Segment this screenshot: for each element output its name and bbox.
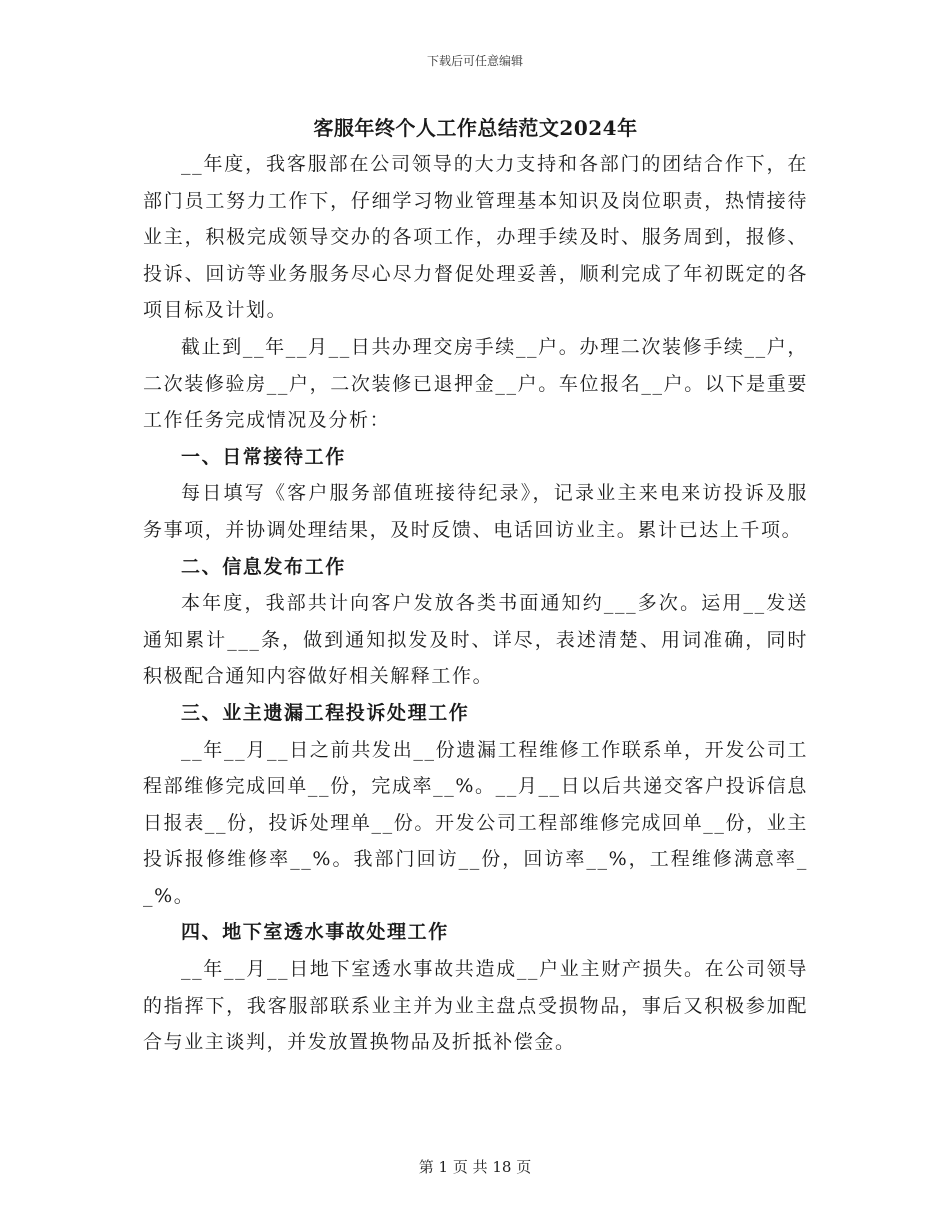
download-note: 下载后可任意编辑 (426, 54, 523, 68)
section-heading-basement-flood: 四、地下室透水事故处理工作 (181, 921, 449, 944)
intro-paragraph-2: 截止到__年__月__日共办理交房手续__户。办理二次装修手续__户，二次装修验房__户，二次装修已退押金__户。车位报名__户。以下是重要工作任务完成情况及分析： (143, 335, 808, 432)
section-body-info-release: 本年度，我部共计向客户发放各类书面通知约___多次。运用__发送通知累计___条，做到通知拟发及时、详尽，表述清楚、用词准确，同时积极配合通知内容做好相关解释工作。 (143, 592, 808, 688)
intro-paragraph-1: __年度，我客服部在公司领导的大力支持和各部门的团结合作下，在部门员工努力工作下，仔细学习物业管理基本知识及岗位职责，热情接待业主，积极完成领导交办的各项工作，办理手续及时、服务周到，报修、投诉、回访等业务服务尽心尽力督促处理妥善，顺利完成了年初既定的各项目标及计划。 (143, 153, 808, 322)
document-body (143, 110, 808, 1061)
section-heading-complaints: 三、业主遗漏工程投诉处理工作 (181, 701, 470, 724)
document-title: 客服年终个人工作总结范文2024年 (313, 116, 638, 140)
section-body-complaints: __年__月__日之前共发出__份遗漏工程维修工作联系单，开发公司工程部维修完成回单__份，完成率__%。__月__日以后共递交客户投诉信息日报表__份，投诉处理单__份。开发公司工程部维修完成回单__份，业主投诉报修维修率__%。我部门回访__份，回访率__%，工程维修满意率__%。 (143, 738, 808, 907)
section-body-reception: 每日填写《客户服务部值班接待纪录》，记录业主来电来访投诉及服务事项，并协调处理结果，及时反馈、电话回访业主。累计已达上千项。 (143, 482, 808, 541)
section-heading-info-release: 二、信息发布工作 (181, 555, 346, 578)
section-heading-reception: 一、日常接待工作 (181, 445, 346, 468)
page-number: 第 1 页 共 18 页 (418, 1158, 532, 1176)
section-body-basement-flood: __年__月__日地下室透水事故共造成__户业主财产损失。在公司领导的指挥下，我客服部联系业主并为业主盘点受损物品，事后又积极参加配合与业主谈判，并发放置换物品及折抵补偿金。 (143, 958, 808, 1054)
